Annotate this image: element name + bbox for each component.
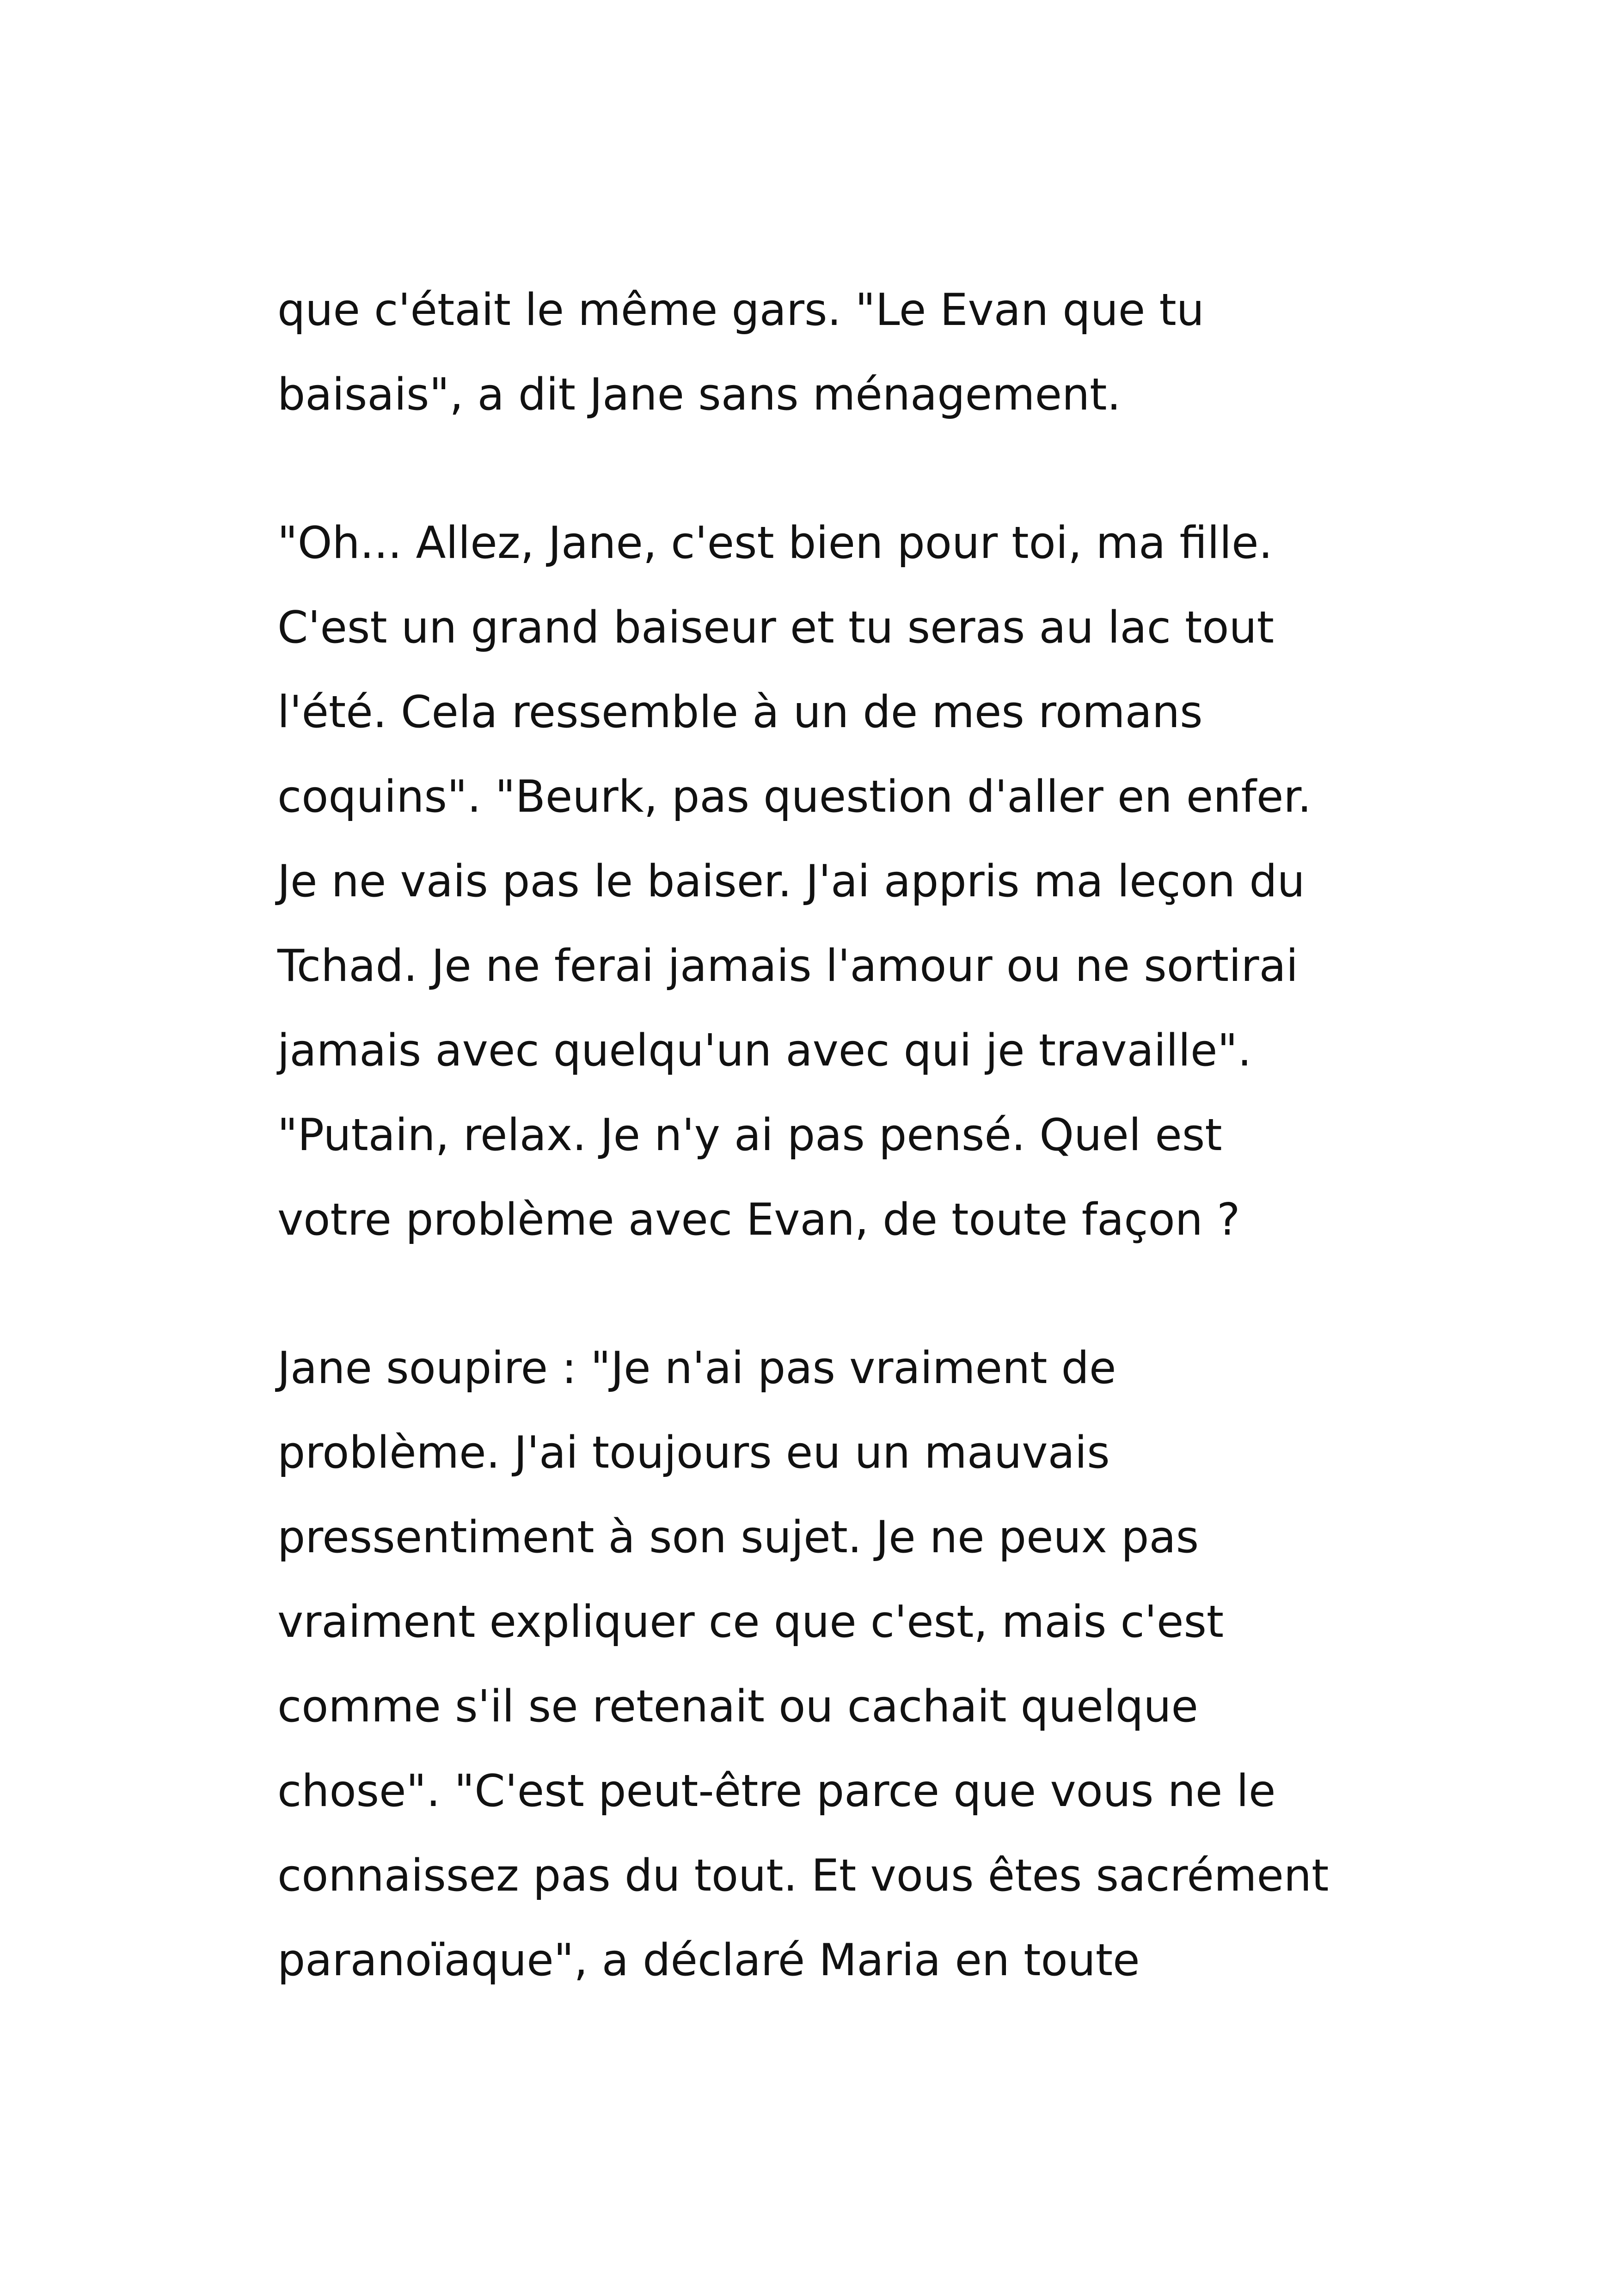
text-line: problème. J'ai toujours eu un mauvais xyxy=(277,1427,1110,1478)
text-line: C'est un grand baiseur et tu seras au lac tout xyxy=(277,602,1275,653)
text-line: votre problème avec Evan, de toute façon ? xyxy=(277,1194,1240,1245)
text-line: vraiment expliquer ce que c'est, mais c'est xyxy=(277,1597,1224,1647)
paragraph-3 xyxy=(277,1326,1502,2003)
text-line: baisais", a dit Jane sans ménagement. xyxy=(277,369,1121,420)
text-line: chose". "C'est peut-être parce que vous ne le xyxy=(277,1766,1276,1817)
text-line: "Oh... Allez, Jane, c'est bien pour toi, ma fille. xyxy=(277,518,1273,569)
text-line: comme s'il se retenait ou cachait quelque xyxy=(277,1681,1198,1732)
paragraph-2 xyxy=(277,501,1502,1262)
text-line: jamais avec quelqu'un avec qui je travaille". xyxy=(277,1025,1252,1076)
text-line: Jane soupire : "Je n'ai pas vraiment de xyxy=(277,1343,1116,1394)
text-line: Tchad. Je ne ferai jamais l'amour ou ne sortirai xyxy=(277,941,1299,992)
text-line: "Putain, relax. Je n'y ai pas pensé. Quel est xyxy=(277,1110,1222,1161)
paragraph-1 xyxy=(277,268,1502,437)
text-line: coquins". "Beurk, pas question d'aller en enfer. xyxy=(277,771,1312,822)
text-line: pressentiment à son sujet. Je ne peux pas xyxy=(277,1512,1199,1563)
text-line: paranoïaque", a déclaré Maria en toute xyxy=(277,1935,1140,1986)
text-line: Je ne vais pas le baiser. J'ai appris ma leçon du xyxy=(277,856,1305,907)
body-text xyxy=(277,268,1502,2003)
text-line: l'été. Cela ressemble à un de mes romans xyxy=(277,687,1203,738)
text-line: connaissez pas du tout. Et vous êtes sacrément xyxy=(277,1850,1329,1901)
text-line: que c'était le même gars. "Le Evan que tu xyxy=(277,285,1205,336)
